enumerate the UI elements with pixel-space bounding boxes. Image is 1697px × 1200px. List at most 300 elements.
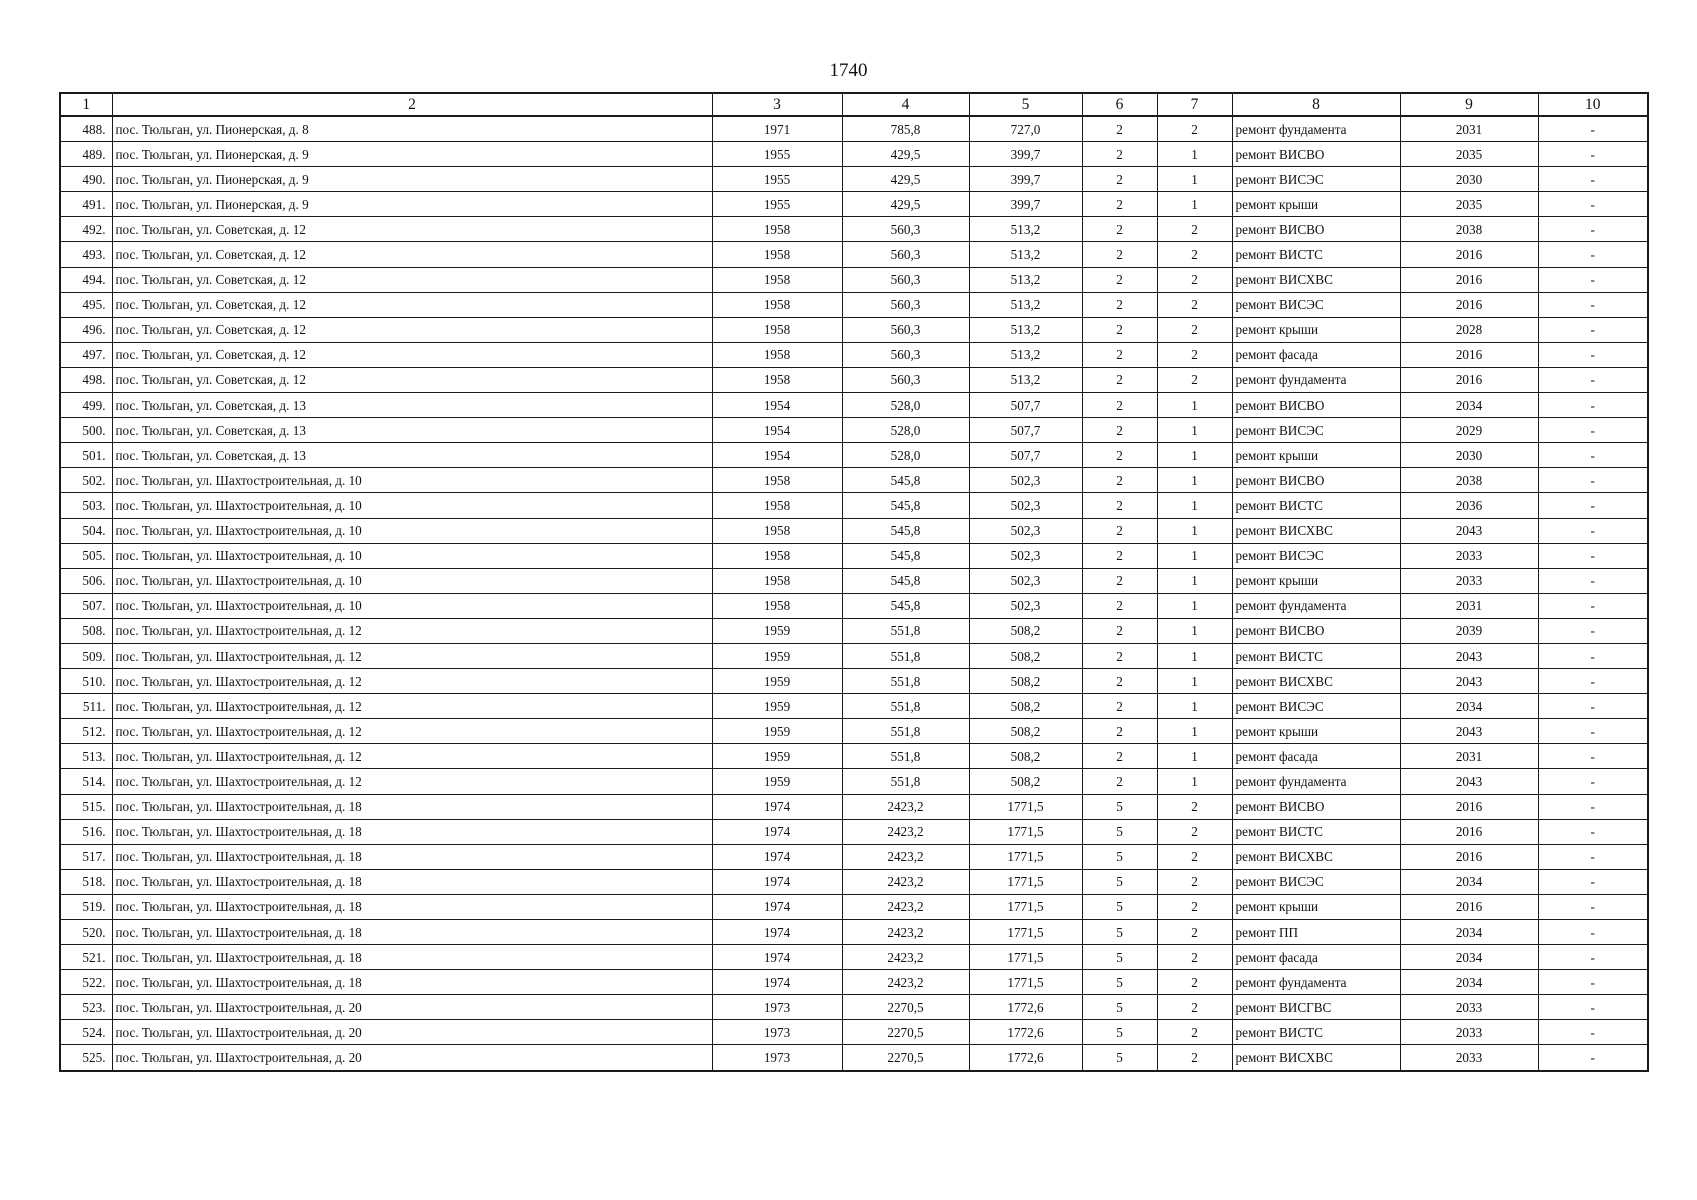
floors-cell: 5 — [1082, 1045, 1157, 1071]
note-cell: - — [1538, 719, 1648, 744]
work-type-cell: ремонт фасада — [1232, 744, 1400, 769]
plan-year-cell: 2016 — [1400, 894, 1538, 919]
row-number: 500. — [60, 418, 112, 443]
entrances-cell: 2 — [1157, 945, 1232, 970]
note-cell: - — [1538, 317, 1648, 342]
table-row — [60, 468, 1648, 493]
row-number: 508. — [60, 618, 112, 643]
address-cell: пос. Тюльган, ул. Шахтостроительная, д. 12 — [112, 719, 712, 744]
living-area-cell: 502,3 — [969, 568, 1082, 593]
work-type-cell: ремонт крыши — [1232, 317, 1400, 342]
plan-year-cell: 2016 — [1400, 267, 1538, 292]
table-row — [60, 844, 1648, 869]
table-row — [60, 267, 1648, 292]
table-row — [60, 1045, 1648, 1071]
address-cell: пос. Тюльган, ул. Шахтостроительная, д. 20 — [112, 1020, 712, 1045]
plan-year-cell: 2034 — [1400, 393, 1538, 418]
plan-year-cell: 2039 — [1400, 618, 1538, 643]
work-type-cell: ремонт ВИСТС — [1232, 242, 1400, 267]
column-header: 6 — [1082, 93, 1157, 116]
entrances-cell: 2 — [1157, 920, 1232, 945]
note-cell: - — [1538, 1020, 1648, 1045]
floors-cell: 2 — [1082, 292, 1157, 317]
row-number: 523. — [60, 995, 112, 1020]
floors-cell: 2 — [1082, 694, 1157, 719]
column-header: 8 — [1232, 93, 1400, 116]
address-cell: пос. Тюльган, ул. Пионерская, д. 9 — [112, 167, 712, 192]
year-cell: 1959 — [712, 694, 842, 719]
floors-cell: 2 — [1082, 543, 1157, 568]
year-cell: 1959 — [712, 744, 842, 769]
note-cell: - — [1538, 1045, 1648, 1071]
page-number: 1740 — [829, 60, 868, 81]
table-row — [60, 543, 1648, 568]
entrances-cell: 1 — [1157, 643, 1232, 668]
table-row — [60, 769, 1648, 794]
row-number: 512. — [60, 719, 112, 744]
address-cell: пос. Тюльган, ул. Советская, д. 12 — [112, 242, 712, 267]
living-area-cell: 507,7 — [969, 393, 1082, 418]
floors-cell: 2 — [1082, 393, 1157, 418]
living-area-cell: 399,7 — [969, 142, 1082, 167]
address-cell: пос. Тюльган, ул. Советская, д. 13 — [112, 418, 712, 443]
plan-year-cell: 2035 — [1400, 192, 1538, 217]
work-type-cell: ремонт ВИСТС — [1232, 643, 1400, 668]
total-area-cell: 2423,2 — [842, 819, 969, 844]
floors-cell: 2 — [1082, 242, 1157, 267]
work-type-cell: ремонт фундамента — [1232, 116, 1400, 142]
floors-cell: 2 — [1082, 493, 1157, 518]
plan-year-cell: 2029 — [1400, 418, 1538, 443]
living-area-cell: 508,2 — [969, 769, 1082, 794]
plan-year-cell: 2030 — [1400, 443, 1538, 468]
work-type-cell: ремонт фундамента — [1232, 970, 1400, 995]
table-row — [60, 869, 1648, 894]
table-row — [60, 694, 1648, 719]
year-cell: 1974 — [712, 894, 842, 919]
entrances-cell: 2 — [1157, 970, 1232, 995]
address-cell: пос. Тюльган, ул. Шахтостроительная, д. 20 — [112, 995, 712, 1020]
living-area-cell: 513,2 — [969, 317, 1082, 342]
entrances-cell: 2 — [1157, 844, 1232, 869]
row-number: 518. — [60, 869, 112, 894]
table-row — [60, 719, 1648, 744]
year-cell: 1955 — [712, 167, 842, 192]
table-row — [60, 945, 1648, 970]
total-area-cell: 2270,5 — [842, 995, 969, 1020]
address-cell: пос. Тюльган, ул. Шахтостроительная, д. 10 — [112, 593, 712, 618]
note-cell: - — [1538, 267, 1648, 292]
row-number: 520. — [60, 920, 112, 945]
entrances-cell: 2 — [1157, 217, 1232, 242]
table-row — [60, 970, 1648, 995]
entrances-cell: 2 — [1157, 869, 1232, 894]
living-area-cell: 502,3 — [969, 518, 1082, 543]
total-area-cell: 2270,5 — [842, 1020, 969, 1045]
note-cell: - — [1538, 468, 1648, 493]
total-area-cell: 551,8 — [842, 669, 969, 694]
year-cell: 1958 — [712, 518, 842, 543]
floors-cell: 5 — [1082, 920, 1157, 945]
note-cell: - — [1538, 443, 1648, 468]
address-cell: пос. Тюльган, ул. Шахтостроительная, д. 10 — [112, 518, 712, 543]
year-cell: 1959 — [712, 669, 842, 694]
living-area-cell: 507,7 — [969, 418, 1082, 443]
living-area-cell: 508,2 — [969, 744, 1082, 769]
plan-year-cell: 2033 — [1400, 1020, 1538, 1045]
plan-year-cell: 2034 — [1400, 694, 1538, 719]
work-type-cell: ремонт ВИСВО — [1232, 393, 1400, 418]
entrances-cell: 2 — [1157, 342, 1232, 367]
year-cell: 1955 — [712, 142, 842, 167]
note-cell: - — [1538, 819, 1648, 844]
total-area-cell: 2423,2 — [842, 945, 969, 970]
entrances-cell: 2 — [1157, 1045, 1232, 1071]
row-number: 498. — [60, 367, 112, 392]
floors-cell: 5 — [1082, 970, 1157, 995]
total-area-cell: 528,0 — [842, 393, 969, 418]
floors-cell: 5 — [1082, 995, 1157, 1020]
note-cell: - — [1538, 543, 1648, 568]
year-cell: 1959 — [712, 719, 842, 744]
row-number: 495. — [60, 292, 112, 317]
floors-cell: 2 — [1082, 317, 1157, 342]
year-cell: 1959 — [712, 618, 842, 643]
note-cell: - — [1538, 769, 1648, 794]
living-area-cell: 1771,5 — [969, 894, 1082, 919]
column-header: 10 — [1538, 93, 1648, 116]
row-number: 524. — [60, 1020, 112, 1045]
work-type-cell: ремонт крыши — [1232, 443, 1400, 468]
entrances-cell: 1 — [1157, 493, 1232, 518]
living-area-cell: 508,2 — [969, 669, 1082, 694]
year-cell: 1958 — [712, 593, 842, 618]
row-number: 507. — [60, 593, 112, 618]
entrances-cell: 2 — [1157, 242, 1232, 267]
note-cell: - — [1538, 342, 1648, 367]
work-type-cell: ремонт фасада — [1232, 945, 1400, 970]
address-cell: пос. Тюльган, ул. Шахтостроительная, д. 12 — [112, 744, 712, 769]
total-area-cell: 560,3 — [842, 292, 969, 317]
note-cell: - — [1538, 970, 1648, 995]
year-cell: 1974 — [712, 945, 842, 970]
plan-year-cell: 2043 — [1400, 719, 1538, 744]
living-area-cell: 1771,5 — [969, 970, 1082, 995]
living-area-cell: 502,3 — [969, 593, 1082, 618]
address-cell: пос. Тюльган, ул. Шахтостроительная, д. 12 — [112, 643, 712, 668]
address-cell: пос. Тюльган, ул. Пионерская, д. 9 — [112, 192, 712, 217]
year-cell: 1974 — [712, 869, 842, 894]
note-cell: - — [1538, 167, 1648, 192]
work-type-cell: ремонт фасада — [1232, 342, 1400, 367]
floors-cell: 5 — [1082, 1020, 1157, 1045]
note-cell: - — [1538, 920, 1648, 945]
year-cell: 1973 — [712, 1020, 842, 1045]
living-area-cell: 1772,6 — [969, 995, 1082, 1020]
total-area-cell: 528,0 — [842, 443, 969, 468]
row-number: 522. — [60, 970, 112, 995]
year-cell: 1974 — [712, 970, 842, 995]
address-cell: пос. Тюльган, ул. Шахтостроительная, д. 18 — [112, 869, 712, 894]
work-type-cell: ремонт крыши — [1232, 719, 1400, 744]
total-area-cell: 560,3 — [842, 217, 969, 242]
plan-year-cell: 2016 — [1400, 844, 1538, 869]
row-number: 513. — [60, 744, 112, 769]
row-number: 488. — [60, 116, 112, 142]
entrances-cell: 2 — [1157, 995, 1232, 1020]
table-row — [60, 669, 1648, 694]
work-type-cell: ремонт фундамента — [1232, 769, 1400, 794]
plan-year-cell: 2031 — [1400, 593, 1538, 618]
note-cell: - — [1538, 869, 1648, 894]
plan-year-cell: 2016 — [1400, 819, 1538, 844]
address-cell: пос. Тюльган, ул. Советская, д. 12 — [112, 317, 712, 342]
row-number: 519. — [60, 894, 112, 919]
total-area-cell: 551,8 — [842, 719, 969, 744]
table-row — [60, 342, 1648, 367]
living-area-cell: 513,2 — [969, 292, 1082, 317]
table-row — [60, 794, 1648, 819]
year-cell: 1958 — [712, 292, 842, 317]
year-cell: 1974 — [712, 920, 842, 945]
table-row — [60, 192, 1648, 217]
entrances-cell: 1 — [1157, 543, 1232, 568]
address-cell: пос. Тюльган, ул. Советская, д. 12 — [112, 217, 712, 242]
floors-cell: 2 — [1082, 192, 1157, 217]
address-cell: пос. Тюльган, ул. Советская, д. 12 — [112, 267, 712, 292]
work-type-cell: ремонт ВИСЭС — [1232, 694, 1400, 719]
note-cell: - — [1538, 217, 1648, 242]
work-type-cell: ремонт ВИСЭС — [1232, 543, 1400, 568]
note-cell: - — [1538, 995, 1648, 1020]
floors-cell: 2 — [1082, 167, 1157, 192]
row-number: 517. — [60, 844, 112, 869]
work-type-cell: ремонт ВИСВО — [1232, 142, 1400, 167]
plan-year-cell: 2034 — [1400, 920, 1538, 945]
note-cell: - — [1538, 518, 1648, 543]
living-area-cell: 1771,5 — [969, 920, 1082, 945]
floors-cell: 2 — [1082, 719, 1157, 744]
entrances-cell: 2 — [1157, 1020, 1232, 1045]
column-header: 5 — [969, 93, 1082, 116]
note-cell: - — [1538, 242, 1648, 267]
living-area-cell: 513,2 — [969, 217, 1082, 242]
address-cell: пос. Тюльган, ул. Шахтостроительная, д. 18 — [112, 794, 712, 819]
plan-year-cell: 2034 — [1400, 945, 1538, 970]
total-area-cell: 785,8 — [842, 116, 969, 142]
year-cell: 1958 — [712, 568, 842, 593]
year-cell: 1958 — [712, 342, 842, 367]
entrances-cell: 1 — [1157, 518, 1232, 543]
work-type-cell: ремонт ВИСЭС — [1232, 292, 1400, 317]
living-area-cell: 502,3 — [969, 543, 1082, 568]
note-cell: - — [1538, 593, 1648, 618]
work-type-cell: ремонт ВИСТС — [1232, 819, 1400, 844]
plan-year-cell: 2038 — [1400, 468, 1538, 493]
total-area-cell: 2270,5 — [842, 1045, 969, 1071]
total-area-cell: 2423,2 — [842, 970, 969, 995]
entrances-cell: 1 — [1157, 593, 1232, 618]
entrances-cell: 1 — [1157, 468, 1232, 493]
row-number: 516. — [60, 819, 112, 844]
entrances-cell: 1 — [1157, 669, 1232, 694]
row-number: 489. — [60, 142, 112, 167]
year-cell: 1974 — [712, 794, 842, 819]
living-area-cell: 1771,5 — [969, 794, 1082, 819]
year-cell: 1954 — [712, 393, 842, 418]
floors-cell: 2 — [1082, 744, 1157, 769]
floors-cell: 2 — [1082, 643, 1157, 668]
total-area-cell: 545,8 — [842, 543, 969, 568]
year-cell: 1954 — [712, 418, 842, 443]
total-area-cell: 551,8 — [842, 618, 969, 643]
total-area-cell: 2423,2 — [842, 869, 969, 894]
work-type-cell: ремонт ВИСГВС — [1232, 995, 1400, 1020]
total-area-cell: 560,3 — [842, 267, 969, 292]
row-number: 492. — [60, 217, 112, 242]
header-row — [60, 93, 1648, 116]
entrances-cell: 1 — [1157, 719, 1232, 744]
address-cell: пос. Тюльган, ул. Шахтостроительная, д. 12 — [112, 669, 712, 694]
entrances-cell: 2 — [1157, 317, 1232, 342]
year-cell: 1974 — [712, 844, 842, 869]
address-cell: пос. Тюльган, ул. Советская, д. 13 — [112, 393, 712, 418]
table-row — [60, 995, 1648, 1020]
plan-year-cell: 2016 — [1400, 242, 1538, 267]
living-area-cell: 508,2 — [969, 643, 1082, 668]
entrances-cell: 2 — [1157, 819, 1232, 844]
floors-cell: 2 — [1082, 116, 1157, 142]
work-type-cell: ремонт ВИСЭС — [1232, 869, 1400, 894]
plan-year-cell: 2043 — [1400, 769, 1538, 794]
floors-cell: 2 — [1082, 418, 1157, 443]
work-type-cell: ремонт ВИСЭС — [1232, 418, 1400, 443]
row-number: 511. — [60, 694, 112, 719]
living-area-cell: 1771,5 — [969, 844, 1082, 869]
living-area-cell: 513,2 — [969, 367, 1082, 392]
total-area-cell: 551,8 — [842, 694, 969, 719]
entrances-cell: 2 — [1157, 116, 1232, 142]
year-cell: 1958 — [712, 267, 842, 292]
entrances-cell: 1 — [1157, 618, 1232, 643]
note-cell: - — [1538, 844, 1648, 869]
living-area-cell: 513,2 — [969, 242, 1082, 267]
row-number: 491. — [60, 192, 112, 217]
row-number: 501. — [60, 443, 112, 468]
row-number: 493. — [60, 242, 112, 267]
total-area-cell: 545,8 — [842, 518, 969, 543]
table-row — [60, 443, 1648, 468]
row-number: 505. — [60, 543, 112, 568]
year-cell: 1973 — [712, 1045, 842, 1071]
entrances-cell: 1 — [1157, 167, 1232, 192]
work-type-cell: ремонт фундамента — [1232, 367, 1400, 392]
table-row — [60, 643, 1648, 668]
floors-cell: 2 — [1082, 468, 1157, 493]
address-cell: пос. Тюльган, ул. Шахтостроительная, д. 12 — [112, 694, 712, 719]
table-row — [60, 894, 1648, 919]
work-type-cell: ремонт ПП — [1232, 920, 1400, 945]
living-area-cell: 727,0 — [969, 116, 1082, 142]
address-cell: пос. Тюльган, ул. Шахтостроительная, д. 10 — [112, 543, 712, 568]
row-number: 496. — [60, 317, 112, 342]
floors-cell: 5 — [1082, 894, 1157, 919]
living-area-cell: 1771,5 — [969, 945, 1082, 970]
table-row — [60, 167, 1648, 192]
total-area-cell: 2423,2 — [842, 920, 969, 945]
address-cell: пос. Тюльган, ул. Советская, д. 13 — [112, 443, 712, 468]
column-header: 7 — [1157, 93, 1232, 116]
total-area-cell: 429,5 — [842, 192, 969, 217]
plan-year-cell: 2034 — [1400, 869, 1538, 894]
entrances-cell: 2 — [1157, 894, 1232, 919]
entrances-cell: 1 — [1157, 694, 1232, 719]
total-area-cell: 2423,2 — [842, 844, 969, 869]
living-area-cell: 513,2 — [969, 267, 1082, 292]
note-cell: - — [1538, 568, 1648, 593]
table-row — [60, 317, 1648, 342]
living-area-cell: 502,3 — [969, 468, 1082, 493]
work-type-cell: ремонт ВИСХВС — [1232, 1045, 1400, 1071]
column-header: 1 — [60, 93, 112, 116]
year-cell: 1959 — [712, 769, 842, 794]
living-area-cell: 399,7 — [969, 192, 1082, 217]
row-number: 504. — [60, 518, 112, 543]
plan-year-cell: 2035 — [1400, 142, 1538, 167]
total-area-cell: 429,5 — [842, 167, 969, 192]
year-cell: 1955 — [712, 192, 842, 217]
total-area-cell: 429,5 — [842, 142, 969, 167]
plan-year-cell: 2031 — [1400, 116, 1538, 142]
work-type-cell: ремонт крыши — [1232, 568, 1400, 593]
total-area-cell: 560,3 — [842, 242, 969, 267]
year-cell: 1958 — [712, 217, 842, 242]
table-row — [60, 418, 1648, 443]
year-cell: 1958 — [712, 317, 842, 342]
total-area-cell: 2423,2 — [842, 794, 969, 819]
row-number: 515. — [60, 794, 112, 819]
total-area-cell: 560,3 — [842, 317, 969, 342]
row-number: 510. — [60, 669, 112, 694]
address-cell: пос. Тюльган, ул. Советская, д. 12 — [112, 367, 712, 392]
table-row — [60, 744, 1648, 769]
total-area-cell: 545,8 — [842, 593, 969, 618]
column-header: 4 — [842, 93, 969, 116]
entrances-cell: 1 — [1157, 443, 1232, 468]
repair-schedule-table — [59, 92, 1649, 1072]
entrances-cell: 2 — [1157, 367, 1232, 392]
address-cell: пос. Тюльган, ул. Советская, д. 12 — [112, 342, 712, 367]
table-row — [60, 819, 1648, 844]
table-row — [60, 593, 1648, 618]
living-area-cell: 399,7 — [969, 167, 1082, 192]
plan-year-cell: 2028 — [1400, 317, 1538, 342]
note-cell: - — [1538, 894, 1648, 919]
plan-year-cell: 2036 — [1400, 493, 1538, 518]
floors-cell: 2 — [1082, 518, 1157, 543]
plan-year-cell: 2030 — [1400, 167, 1538, 192]
address-cell: пос. Тюльган, ул. Шахтостроительная, д. 18 — [112, 894, 712, 919]
total-area-cell: 545,8 — [842, 468, 969, 493]
address-cell: пос. Тюльган, ул. Пионерская, д. 9 — [112, 142, 712, 167]
note-cell: - — [1538, 945, 1648, 970]
living-area-cell: 513,2 — [969, 342, 1082, 367]
plan-year-cell: 2043 — [1400, 518, 1538, 543]
year-cell: 1959 — [712, 643, 842, 668]
work-type-cell: ремонт ВИСХВС — [1232, 669, 1400, 694]
table-row — [60, 1020, 1648, 1045]
note-cell: - — [1538, 643, 1648, 668]
